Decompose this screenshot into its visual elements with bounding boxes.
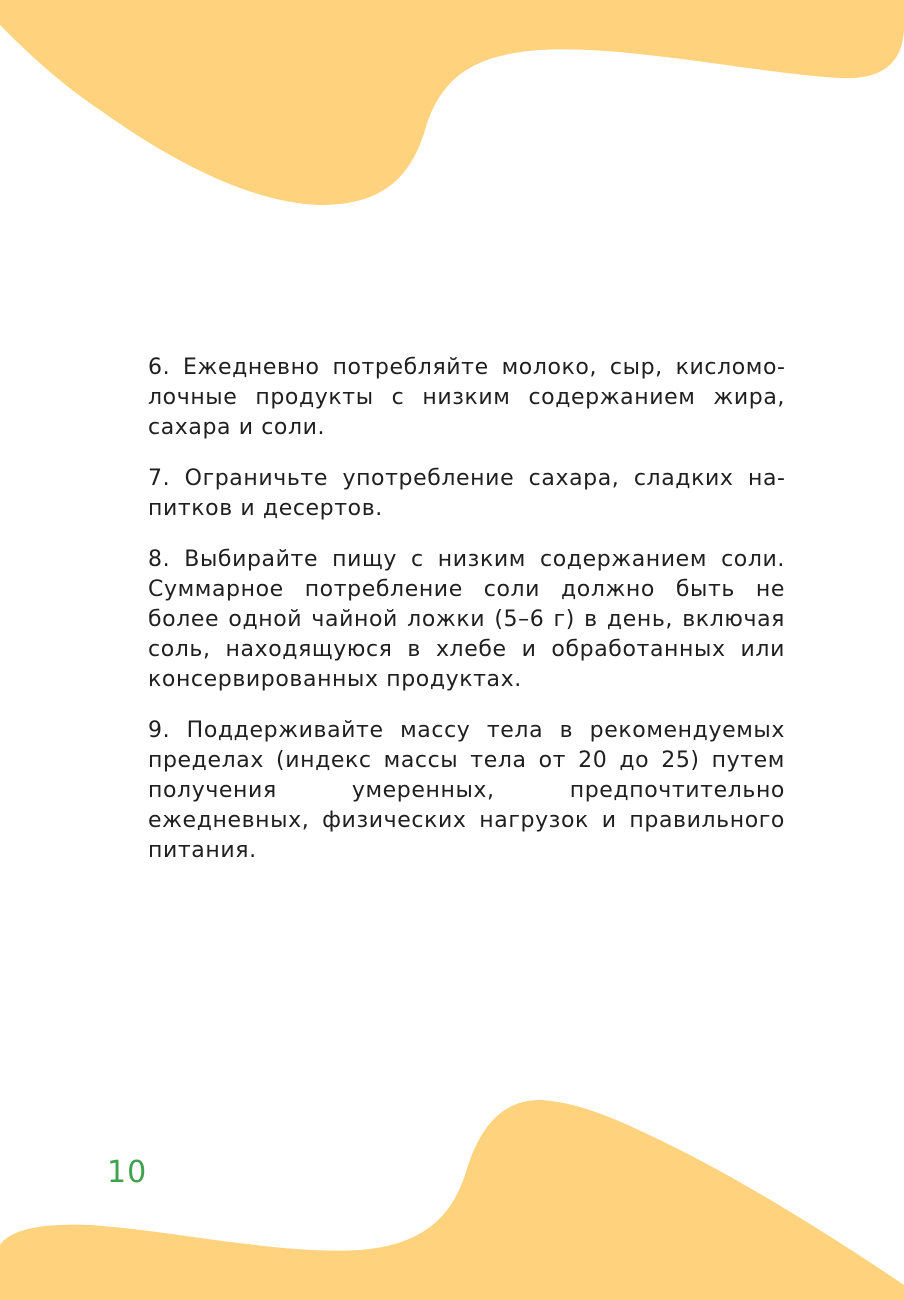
paragraph-6: 6. Ежедневно потребляйте молоко, сыр, кисломолочные продукты с низким содержанием жира, сахара и соли. [148, 355, 785, 440]
paragraph-7: 7. Ограничьте употребление сахара, сладких напитков и десертов. [148, 466, 785, 521]
paragraph-9: 9. Поддерживайте массу тела в рекомендуемых пределах (индекс массы тела от 20 до 25) путем получения умеренных, предпочтительно ежедневных, физических нагрузок и правильного питания. [148, 718, 785, 863]
recommendations-text [148, 353, 785, 887]
top-decorative-wave [0, 0, 904, 220]
paragraph-8: 8. Выбирайте пищу с низким содержанием соли. Суммарное потребление соли должно быть не более одной чайной ложки (5–6 г) в день, включая соль, находящуюся в хлебе и обработанных или консервированных продуктах. [148, 547, 785, 692]
page-number: 10 [107, 1155, 148, 1190]
